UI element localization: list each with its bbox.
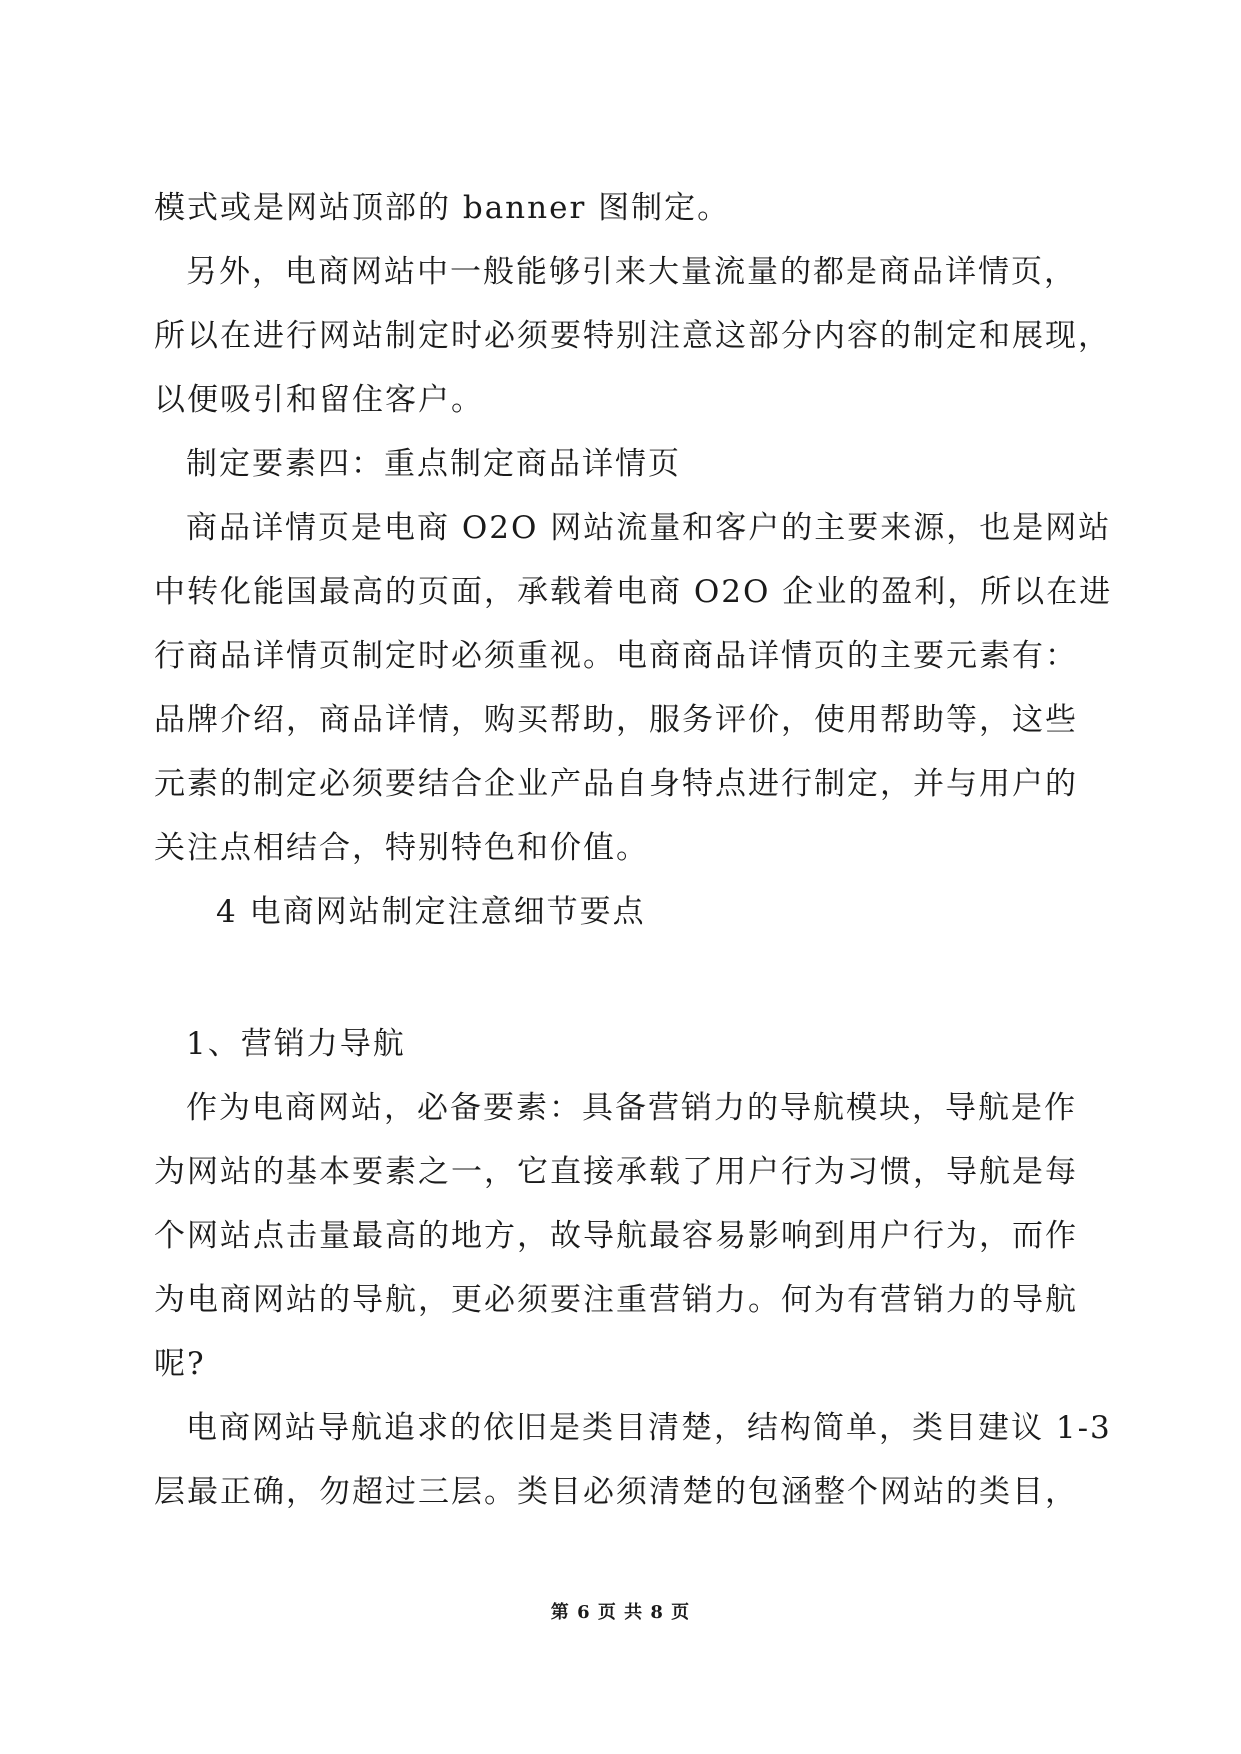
- page-number-footer: 第 6 页 共 8 页: [550, 1602, 691, 1623]
- paragraph-line: 品牌介绍，商品详情，购买帮助，服务评价，使用帮助等，这些: [154, 702, 1078, 738]
- paragraph-line: 中转化能国最高的页面，承载着电商 O2O 企业的盈利，所以在进: [154, 574, 1113, 610]
- paragraph-line: 关注点相结合，特别特色和价值。: [154, 830, 649, 866]
- blank-gap: [154, 944, 1088, 1012]
- paragraph-line: 所以在进行网站制定时必须要特别注意这部分内容的制定和展现，: [154, 318, 1111, 354]
- paragraph-line: 作为电商网站，必备要素：具备营销力的导航模块，导航是作: [186, 1090, 1077, 1126]
- chapter-heading: 4 电商网站制定注意细节要点: [216, 894, 646, 930]
- subsection-heading: 1、营销力导航: [186, 1026, 406, 1062]
- paragraph-line: 电商网站导航追求的依旧是类目清楚，结构简单，类目建议 1-3: [186, 1410, 1112, 1446]
- paragraph-line: 呢?: [154, 1346, 206, 1382]
- body-text: [154, 176, 1113, 1524]
- paragraph-line: 模式或是网站顶部的 banner 图制定。: [154, 190, 731, 226]
- paragraph-line: 另外，电商网站中一般能够引来大量流量的都是商品详情页，: [186, 254, 1077, 290]
- paragraph-line: 以便吸引和留住客户。: [154, 382, 484, 418]
- section-heading: 制定要素四：重点制定商品详情页: [186, 446, 681, 482]
- paragraph-line: 元素的制定必须要结合企业产品自身特点进行制定，并与用户的: [154, 766, 1078, 802]
- paragraph-line: 为电商网站的导航，更必须要注重营销力。何为有营销力的导航: [154, 1282, 1078, 1318]
- paragraph-line: 商品详情页是电商 O2O 网站流量和客户的主要来源，也是网站: [186, 510, 1112, 546]
- paragraph-line: 行商品详情页制定时必须重视。电商商品详情页的主要元素有：: [154, 638, 1078, 674]
- paragraph-line: 为网站的基本要素之一，它直接承载了用户行为习惯，导航是每: [154, 1154, 1078, 1190]
- paragraph-line: 个网站点击量最高的地方，故导航最容易影响到用户行为，而作: [154, 1218, 1078, 1254]
- paragraph-line: 层最正确，勿超过三层。类目必须清楚的包涵整个网站的类目，: [154, 1474, 1078, 1510]
